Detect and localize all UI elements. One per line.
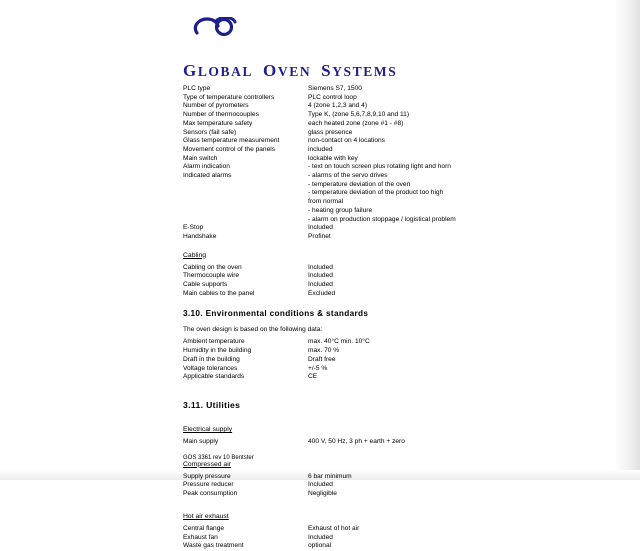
cabling-table — [183, 264, 578, 299]
table-row — [183, 198, 578, 207]
table-row — [183, 490, 578, 499]
table-row — [183, 181, 578, 190]
table-row — [183, 146, 578, 155]
document-footer: GOS 3361 rev 10 Bentster — [183, 455, 254, 461]
spec-label: Cabling on the oven — [183, 263, 242, 271]
table-row — [183, 542, 578, 551]
spec-value: max. 70 % — [308, 347, 340, 355]
spec-label: Exhaust fan — [183, 533, 218, 541]
spec-value: Included — [308, 281, 333, 289]
environmental-conditions-table — [183, 338, 578, 382]
table-row — [183, 94, 578, 103]
table-row — [183, 189, 578, 198]
electrical-supply-table — [183, 438, 578, 447]
page-edge-shadow-right — [614, 0, 640, 480]
spec-value: included — [308, 145, 333, 153]
spec-label: PLC type — [183, 85, 211, 92]
spec-value: Siemens S7, 1500 — [308, 85, 362, 92]
table-row — [183, 365, 578, 374]
table-row — [183, 338, 578, 347]
spec-value: each heated zone (zone #1 - #8) — [308, 119, 404, 127]
spec-value: optional — [308, 542, 332, 550]
spec-value: Type K, (zone 5,6,7,8,9,10 and 11) — [308, 111, 410, 119]
spec-value: Included — [308, 224, 333, 232]
table-row — [183, 534, 578, 543]
spec-value: - temperature deviation of the oven — [308, 180, 411, 188]
spec-value: PLC control loop — [308, 93, 357, 101]
spec-value: - text on touch screen plus rotating light and horn — [308, 163, 451, 171]
spec-value: Negligible — [308, 490, 337, 498]
spec-label: Glass temperature measurement — [183, 137, 280, 145]
table-row — [183, 102, 578, 111]
electrical-supply-body — [183, 438, 578, 447]
cabling-body — [183, 264, 578, 299]
document-content — [178, 14, 578, 551]
section-3-10-heading: 3.10. Environmental conditions & standards — [183, 309, 369, 319]
spec-label — [183, 207, 308, 216]
spec-label: Ambient temperature — [183, 338, 245, 346]
spec-label: Supply pressure — [183, 472, 231, 480]
spec-label: Alarm indication — [183, 163, 230, 171]
hot-air-exhaust-body — [183, 525, 578, 551]
table-row — [183, 290, 578, 299]
spec-value: Included — [308, 481, 333, 489]
compressed-air-heading: Compressed air — [183, 460, 231, 468]
spec-label: Number of thermocouples — [183, 111, 259, 119]
company-name: GLOBAL OVEN SYSTEMS — [183, 61, 398, 80]
compressed-air-body — [183, 473, 578, 499]
table-row — [183, 356, 578, 365]
spec-value: Included — [308, 272, 333, 280]
spec-label: Max temperature safety — [183, 119, 253, 127]
hot-air-exhaust-table — [183, 525, 578, 551]
table-row — [183, 224, 578, 233]
spec-label — [183, 198, 308, 207]
section-3-11-heading: 3.11. Utilities — [183, 399, 241, 410]
spec-label — [183, 189, 308, 198]
table-row — [183, 272, 578, 281]
specifications-table — [183, 85, 578, 242]
spec-label: Handshake — [183, 232, 217, 240]
electrical-supply-heading: Electrical supply — [183, 425, 233, 433]
specifications-body — [183, 85, 578, 242]
cabling-heading: Cabling — [183, 251, 207, 259]
spec-label: Sensors (fail safe) — [183, 128, 237, 136]
section-3-10-intro: The oven design is based on the following data: — [183, 326, 323, 334]
spec-value: Profinet — [308, 232, 331, 240]
spec-label: Humidity in the building — [183, 347, 252, 355]
spec-label: Cable supports — [183, 281, 228, 289]
spec-value: lockable with key — [308, 154, 358, 162]
table-row — [183, 216, 578, 225]
table-row — [183, 129, 578, 138]
table-row — [183, 120, 578, 129]
spec-value: non-contact on 4 locations — [308, 137, 385, 145]
table-row — [183, 481, 578, 490]
table-row — [183, 155, 578, 164]
spec-value: 400 V, 50 Hz, 3 ph + earth + zero — [308, 437, 405, 445]
spec-label: Type of temperature controllers — [183, 93, 275, 101]
table-row — [183, 111, 578, 120]
logo-swoosh-icon — [193, 17, 237, 37]
spec-label: E-Stop — [183, 224, 204, 232]
spec-label: Indicated alarms — [183, 172, 232, 180]
table-row — [183, 207, 578, 216]
spec-label: Main switch — [183, 154, 218, 162]
spec-label: Waste gas treatment — [183, 542, 244, 550]
spec-value: Draft free — [308, 355, 336, 363]
spec-value: CE — [308, 373, 318, 381]
spec-value: from normal — [308, 198, 344, 206]
spec-value: - alarms of the servo drives — [308, 172, 388, 180]
spec-label — [183, 216, 308, 225]
table-row — [183, 438, 578, 447]
compressed-air-table — [183, 473, 578, 499]
spec-label: Peak consumption — [183, 490, 238, 498]
table-row — [183, 525, 578, 534]
spec-label: Main supply — [183, 437, 219, 445]
table-row — [183, 473, 578, 482]
table-row — [183, 137, 578, 146]
company-logo — [183, 14, 578, 60]
spec-label: Main cables to the panel — [183, 289, 255, 297]
table-row — [183, 373, 578, 382]
spec-label: Pressure reducer — [183, 481, 234, 489]
hot-air-exhaust-heading: Hot air exhaust — [183, 512, 229, 520]
spec-value: Excluded — [308, 289, 336, 297]
table-row — [183, 85, 578, 94]
spec-label: Thermocouple wire — [183, 272, 240, 280]
spec-label: Applicable standards — [183, 373, 245, 381]
spec-value: - alarm on production stoppage / logistical problem — [308, 215, 456, 223]
table-row — [183, 233, 578, 242]
table-row — [183, 172, 578, 181]
spec-value: Included — [308, 263, 333, 271]
spec-value: 6 bar minimum — [308, 472, 352, 480]
spec-value: glass presence — [308, 128, 353, 136]
spec-value: 4 (zone 1,2,3 and 4) — [308, 102, 368, 110]
spec-value: - heating group failure — [308, 206, 373, 214]
table-row — [183, 264, 578, 273]
table-row — [183, 281, 578, 290]
environmental-conditions-body — [183, 338, 578, 382]
table-row — [183, 347, 578, 356]
spec-value: max. 40°C min. 10°C — [308, 338, 370, 346]
spec-label: Draft in the building — [183, 355, 240, 363]
spec-label: Number of pyrometers — [183, 102, 249, 110]
spec-label: Central flange — [183, 524, 225, 532]
table-row — [183, 163, 578, 172]
spec-value: Exhaust of hot air — [308, 524, 360, 532]
spec-label — [183, 181, 308, 190]
spec-value: Included — [308, 533, 333, 541]
spec-label: Voltage tolerances — [183, 364, 238, 372]
spec-label: Movement control of the panels — [183, 145, 275, 153]
spec-value: - temperature deviation of the product too high — [308, 189, 444, 197]
spec-value: +/-5 % — [308, 364, 328, 372]
